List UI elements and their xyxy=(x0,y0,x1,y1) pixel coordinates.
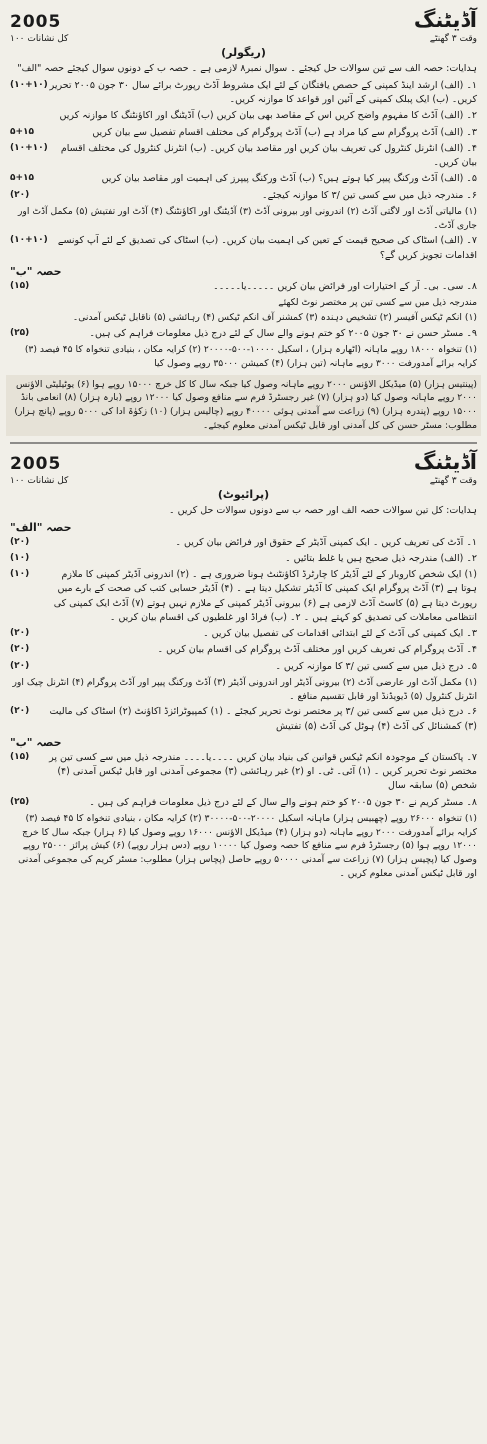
paper-title: آڈیٹنگ xyxy=(413,449,477,474)
question-7 xyxy=(10,234,477,263)
part-b-heading: حصہ "ب" xyxy=(10,735,62,749)
question-text: (۱) ایک شخص کاروبار کے لئے آڈیٹر کا چارٹرڈ اکاؤنٹنٹ ہونا ضروری ہے ۔ (۲) اندرونی آڈیٹر کمپنی کا ملازم ہوتا ہے (۳) آڈٹ پروگرام ایک کمپنی کا آڈیٹر تشکیل دیتا ہے ۔ (۴) آڈیٹر حسابی کتب کی صحت کے بارے میں رپورٹ دیتا ہے (۵) کاسٹ آڈٹ لازمی ہے (۶) بیرونی آڈیٹر کمپنی کے ملازم نہیں ہوتے (۷) آڈٹ ایک کمپنی کی انتظامی معاملات کی تصدیق کو کہتے ہیں ۔ ۲۔ (ب) فراڈ اور غلطیوں کی اقسام بیان کریں ۔ xyxy=(53,569,477,623)
paper-year: 2005 xyxy=(10,12,62,32)
paper-header xyxy=(10,8,477,32)
instructions: ہدایات: کل تین سوالات حصہ الف اور حصہ ب سے دونوں سوالات حل کریں ۔ xyxy=(169,504,477,516)
question-9-continued: (پینتیس ہزار) (۵) میڈیکل الاؤنس ۲۰۰۰ روپے ماہانہ وصول کیا جبکہ سال کا کل خرچ ۱۵۰۰۰ روپے ہوا (۶) یوٹیلیٹی الاؤنس ۲۰۰۰ روپے ماہانہ وصول کیا (دو ہزار) (۷) غیر رجسٹرڈ فرم سے منافع وصول کیا ۱۲۰۰۰ روپے (بارہ ہزار) (۸) انعامی بانڈ ۱۵۰۰۰ روپے (پندرہ ہزار) (۹) زراعت سے آمدنی ہوئی ۴۰۰۰۰ روپے (چالیس ہزار) (۱۰) زکوٰۃ ادا کی ۵۰۰۰ روپے (پانچ ہزار) مطلوب: مسٹر حسن کی کل آمدنی اور قابل ٹیکس آمدنی معلوم کیجئے۔ xyxy=(6,375,481,436)
question-8 xyxy=(10,796,477,810)
total-marks-label: کل نشانات ۱۰۰ xyxy=(10,475,69,486)
total-marks-label: کل نشانات ۱۰۰ xyxy=(10,34,69,44)
question-marks: (۱۵) xyxy=(10,280,30,291)
question-marks: (۲۰) xyxy=(10,189,30,200)
question-marks: (۱۰+۱۰) xyxy=(10,235,48,246)
question-text: ۱۔ آڈٹ کی تعریف کریں ۔ ایک کمپنی آڈیٹر کے حقوق اور فرائض بیان کریں ۔ xyxy=(175,536,477,548)
question-1 xyxy=(10,79,477,108)
question-marks: (۲۰) xyxy=(10,660,30,671)
instructions: ہدایات: حصہ الف سے تین سوالات حل کیجئے ۔ سوال نمبر۸ لازمی ہے ۔ حصہ ب کے دونوں سوال کیجئے حصہ "الف" xyxy=(17,63,477,74)
question-9-details: (۱) تنخواہ ۱۸۰۰۰ روپے ماہانہ (اٹھارہ ہزار) ، اسکیل ۱۰۰۰۰-۵۰۰-۲۰۰۰۰ (۲) کرایہ مکان ، بنیادی تنخواہ کا ۴۵ فیصد (۳) کرایہ برائے آمدورفت ۳۰۰۰ روپے ماہانہ (تین ہزار) (۴) کمیشن ۳۵۰۰۰ روپے وصول کیا xyxy=(24,343,477,369)
question-2 xyxy=(10,552,477,566)
question-8-items: (۱) انکم ٹیکس آفیسر (۲) تشخیص دہندہ (۳) کمشنر آف انکم ٹیکس (۴) رہائشی (۵) ناقابل ٹیکس آمدنی۔ xyxy=(72,311,477,323)
paper-regular xyxy=(10,8,477,436)
question-marks: (۲۰) xyxy=(10,644,30,655)
question-2-items xyxy=(10,568,477,625)
question-marks: ۵+۱۵ xyxy=(10,126,35,137)
question-4 xyxy=(10,142,477,171)
question-6 xyxy=(10,189,477,203)
question-marks: (۲۰) xyxy=(10,706,30,717)
time-label: وقت ۳ گھنٹے xyxy=(429,475,477,486)
question-marks: (۲۵) xyxy=(10,796,30,807)
question-marks: (۲۰) xyxy=(10,536,30,547)
part-a-heading: حصہ "الف" xyxy=(10,520,72,534)
question-5-items: (۱) مکمل آڈٹ اور عارضی آڈٹ (۲) بیرونی آڈیٹر اور اندرونی آڈیٹر (۳) آڈٹ ورکنگ پیپر اور آڈٹ پروگرام (۴) انٹرنل چیک اور انٹرنل کنٹرول (۵) ڈیویڈنڈ اور قابل تقسیم منافع ۔ xyxy=(12,676,477,702)
paper-title: آڈیٹنگ xyxy=(413,8,477,32)
question-7 xyxy=(10,751,477,794)
question-6 xyxy=(10,705,477,734)
question-marks: (۱۰+۱۰) xyxy=(10,142,48,153)
question-marks: (۲۵) xyxy=(10,327,30,338)
paper-meta xyxy=(10,476,477,486)
question-text: ۳۔ ایک کمپنی کی آڈٹ کے لئے ابتدائی اقدامات کی تفصیل بیان کریں ۔ xyxy=(203,628,477,639)
question-text: ۶۔ مندرجہ ذیل میں سے کسی تین /۳ کا موازنہ کیجئے۔ xyxy=(262,189,477,201)
question-marks: ۵+۱۵ xyxy=(10,173,35,184)
time-label: وقت ۳ گھنٹے xyxy=(429,34,477,44)
question-text: ۵۔ (الف) آڈٹ ورکنگ پیپر کیا ہوتے ہیں؟ (ب) آڈٹ ورکنگ پیپرز کی اہمیت اور مقاصد بیان کریں xyxy=(101,173,477,185)
question-4 xyxy=(10,643,477,657)
question-8 xyxy=(10,280,477,294)
question-5 xyxy=(10,172,477,186)
question-text: ۹۔ مسٹر حسن نے ۳۰ جون ۲۰۰۵ کو ختم ہونے والے سال کے لئے درج ذیل معلومات فراہم کی ہیں۔ xyxy=(89,327,477,339)
paper-private xyxy=(10,450,477,881)
question-text: ۳۔ (الف) آڈٹ پروگرام سے کیا مراد ہے (ب) آڈٹ پروگرام کی مختلف اقسام تفصیل سے بیان کریں xyxy=(92,126,477,138)
question-text: ۶۔ درج ذیل میں سے کسی تین /۳ پر مختصر نوٹ تحریر کیجئے ۔ (۱) کمپیوٹرائزڈ اکاؤنٹ (۲) اسٹاک کی مالیت (۳) کمشنائل کی آڈٹ (۴) ہوٹل کی آڈٹ (۵) تفتیش xyxy=(49,706,477,732)
question-marks: (۲۰) xyxy=(10,628,30,638)
question-2 xyxy=(10,109,477,123)
question-6-items: (۱) مالیاتی آڈٹ اور لاگتی آڈٹ (۲) اندرونی اور بیرونی آڈٹ (۳) آڈیٹنگ اور اکاؤنٹنگ (۴) آڈٹ اور تفتیش (۵) مکمل آڈٹ اور جاری آڈٹ۔ xyxy=(17,205,477,231)
question-marks: (۱۰) xyxy=(10,552,30,563)
question-marks: (۱۰+۱۰) xyxy=(10,79,48,90)
paper-meta xyxy=(10,34,477,44)
paper-header xyxy=(10,450,477,474)
question-8-note: مندرجہ ذیل میں سے کسی تین پر مختصر نوٹ لکھئے xyxy=(278,297,477,309)
question-3 xyxy=(10,627,477,641)
question-text: ۸۔ سی۔ بی۔ آر کے اختیارات اور فرائض بیان کریں ۔۔۔۔۔یا۔۔۔۔۔ xyxy=(213,280,477,292)
question-8-details: (۱) تنخواہ ۲۶۰۰۰ روپے (چھبیس ہزار) ماہانہ اسکیل ۲۰۰۰۰-۵۰۰-۳۰۰۰۰ (۲) کرایہ مکان ، بنیادی تنخواہ کا ۴۵ فیصد (۳) کرایہ برائے آمدورفت ۲۰۰۰ روپے ماہانہ (دو ہزار) (۴) میڈیکل الاؤنس ۱۶۰۰۰ روپے وصول کیا (۶ ہزار) جبکہ سال کا خرچ ۱۲۰۰۰ روپے ہوا (۵) رجسٹرڈ فرم سے منافع کا حصہ وصول کیا ۱۰۰۰۰ روپے (دس ہزار روپے) (۶) کیش پرائز ۲۵۰۰۰ روپے وصول کیا (پچیس ہزار) (۷) زراعت سے آمدنی ۵۰۰۰۰ روپے حاصل (پچاس ہزار) مطلوب: مسٹر کریم کی مجموعی آمدنی اور قابل ٹیکس آمدنی معلوم کریں ۔ xyxy=(18,812,477,880)
question-5 xyxy=(10,660,477,674)
paper-type: (ریگولر) xyxy=(221,46,266,59)
question-text: ۴۔ آڈٹ پروگرام کی تعریف کریں اور مختلف آڈٹ پروگرام کی اقسام بیان کریں ۔ xyxy=(157,644,477,656)
question-text: ۲۔ (الف) مندرجہ ذیل صحیح ہیں یا غلط بتائیں ۔ xyxy=(285,552,477,564)
paper-type: (پرائیوٹ) xyxy=(217,487,270,501)
question-9 xyxy=(10,327,477,341)
question-text: ۲۔ (الف) آڈٹ کا مفہوم واضح کریں اس کے مقاصد بھی بیان کریں (ب) آڈیٹنگ اور اکاؤنٹنگ کا موازنہ کریں xyxy=(59,110,477,122)
question-text: ۱۔ (الف) ارشد اینڈ کمپنی کے حصص یافتگان کے لئے ایک مشروط آڈٹ رپورٹ برائے سال ۳۰ جون ۲۰۰۵ تحریر کریں۔ (ب) ایک پبلک کمپنی کے آئین اور قواعد کا موازنہ کریں۔ xyxy=(49,79,477,106)
paper-year: 2005 xyxy=(10,453,62,474)
part-b-heading: حصہ "ب" xyxy=(10,264,62,278)
question-marks: (۱۵) xyxy=(10,751,30,762)
paper-divider xyxy=(10,442,477,444)
question-text: ۷۔ (الف) اسٹاک کی صحیح قیمت کے تعین کی اہمیت بیان کریں۔ (ب) اسٹاک کی تصدیق کے لئے آپ کونسے اقدامات تجویز کریں گے؟ xyxy=(57,235,477,261)
question-text: ۴۔ (الف) انٹرنل کنٹرول کی تعریف بیان کریں اور مقاصد بیان کریں۔ (ب) انٹرنل کنٹرول کی مختلف اقسام بیان کریں۔ xyxy=(60,142,477,169)
question-text: ۵۔ درج ذیل میں سے کسی تین /۳ کا موازنہ کریں ۔ xyxy=(275,660,477,672)
question-text: ۷۔ پاکستان کے موجودہ انکم ٹیکس قوانین کی بنیاد بیان کریں ۔۔۔۔یا۔۔۔۔ مندرجہ ذیل میں سے کسی تین پر مختصر نوٹ تحریر کریں ۔ (۱) آئی۔ ٹی۔ او (۲) غیر رہائشی (۳) مجموعی آمدنی اور قابل ٹیکس آمدنی (۴) شخص (۵) سابقہ سال xyxy=(49,751,477,792)
question-1 xyxy=(10,536,477,550)
question-marks: (۱۰) xyxy=(10,569,30,579)
question-text: ۸۔ مسٹر کریم نے ۳۰ جون ۲۰۰۵ کو ختم ہونے والے سال کے لئے درج ذیل معلومات فراہم کی ہیں ۔ xyxy=(89,796,477,808)
question-3 xyxy=(10,126,477,140)
